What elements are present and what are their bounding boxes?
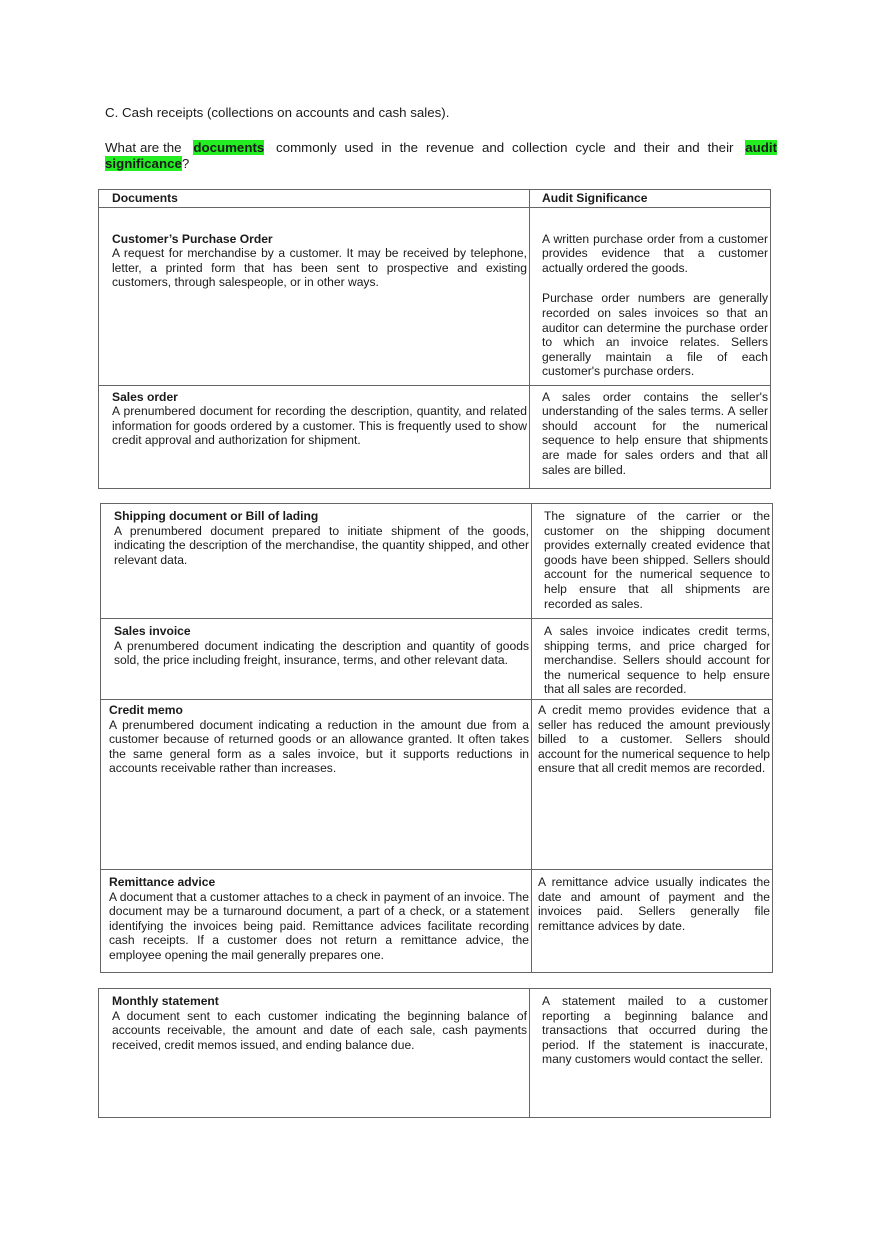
question-text: What are the [105,140,182,155]
audit-significance-text: The signature of the carrier or the customer on the shipping document provides externally created evidence that goods have been shipped. Sellers should account for the numerical sequence to help ensure that all shipments are recorded as sales. [544,509,770,611]
document-cell [99,989,530,1118]
table-row [99,385,771,488]
document-cell [101,619,532,700]
documents-table-3 [98,988,771,1118]
document-title: Credit memo [109,702,183,717]
document-description: A request for merchandise by a customer. It may be received by telephone, letter, a printed form that has been sent to prospective and existing customers, through salespeople, or in other ways. [112,246,527,290]
document-description: A prenumbered document indicating the description and quantity of goods sold, the price including freight, insurance, terms, and other relevant data. [114,638,529,668]
table-row [101,699,773,869]
documents-table-1 [98,189,771,489]
documents-table-2 [100,503,773,973]
document-description: A prenumbered document prepared to initiate shipment of the goods, indicating the description of the merchandise, the quantity shipped, and other relevant data. [114,523,529,567]
highlight-audit-significance: audit significance [105,140,777,171]
audit-significance-cell [530,385,771,488]
audit-significance-text: A statement mailed to a customer reporting a beginning balance and transactions that occurred during the period. If the statement is inaccurate, many customers would contact the seller. [542,994,768,1067]
document-cell [101,869,532,972]
document-cell [99,207,530,385]
document-description: A document that a customer attaches to a check in payment of an invoice. The document may be a turnaround document, a part of a check, or a statement identifying the invoices being paid. Remittance advices facilitate recording cash receipts. If a customer does not return a remittance advice, the employee opening the mail generally prepares one. [109,889,529,962]
document-description: A prenumbered document indicating a reduction in the amount due from a customer because of returned goods or an allowance granted. It often takes the same general form as a sales invoice, but it supports reductions in accounts receivable rather than increases. [109,717,529,776]
document-cell [101,699,532,869]
table-header-row [99,190,771,208]
audit-significance-cell [530,207,771,385]
document-title: Sales order [112,389,178,404]
audit-significance-cell [532,504,773,619]
audit-significance-text: A remittance advice usually indicates the date and amount of payment and the invoices paid. Sellers generally file remittance advices by date. [538,874,770,933]
document-title: Shipping document or Bill of lading [114,509,319,523]
audit-significance-text: Purchase order numbers are generally recorded on sales invoices so that an auditor can determine the purchase order to which an invoice relates. Sellers generally maintain a file of each customer's purchase orders. [542,291,768,379]
header-audit-significance: Audit Significance [530,190,771,208]
table-row [99,207,771,385]
document-title: Monthly statement [112,994,219,1008]
question-text: commonly used in the revenue and collection cycle and their and their [276,140,734,155]
audit-significance-text: A sales invoice indicates credit terms, shipping terms, and price charged for merchandise. Sellers should account for the numerical sequence to help ensure that all sales are recorded. [544,624,770,697]
question [105,140,777,172]
highlight-documents: documents [193,140,265,155]
audit-significance-cell [532,699,773,869]
question-mark: ? [181,156,190,171]
document-title: Sales invoice [114,624,191,638]
header-documents: Documents [99,190,530,208]
audit-significance-text: A credit memo provides evidence that a seller has reduced the amount previously billed to a customer. Sellers should account for the numerical sequence to help ensure that all credit memos are recorded. [538,702,770,776]
table-row [101,504,773,619]
document-description: A document sent to each customer indicating the beginning balance of accounts receivable, the amount and date of each sale, cash payments received, credit memos issued, and ending balance due. [112,1008,527,1052]
audit-significance-cell [532,619,773,700]
table-row [101,869,773,972]
document-cell [99,385,530,488]
document-cell [101,504,532,619]
document-title: Customer’s Purchase Order [112,231,273,246]
document-description: A prenumbered document for recording the description, quantity, and related information for goods ordered by a customer. This is frequently used to show credit approval and authorization for shipment. [112,404,527,448]
audit-significance-text: A sales order contains the seller's understanding of the sales terms. A seller should account for the numerical sequence to help ensure that shipments are made for sales orders and that all sales are billed. [542,389,768,477]
audit-significance-cell [532,869,773,972]
table-row [99,989,771,1118]
table-row [101,619,773,700]
audit-significance-cell [530,989,771,1118]
section-heading: C. Cash receipts (collections on accounts and cash sales). [105,105,450,120]
audit-significance-text: A written purchase order from a customer provides evidence that a customer actually ordered the goods. [542,231,768,275]
document-title: Remittance advice [109,874,216,889]
